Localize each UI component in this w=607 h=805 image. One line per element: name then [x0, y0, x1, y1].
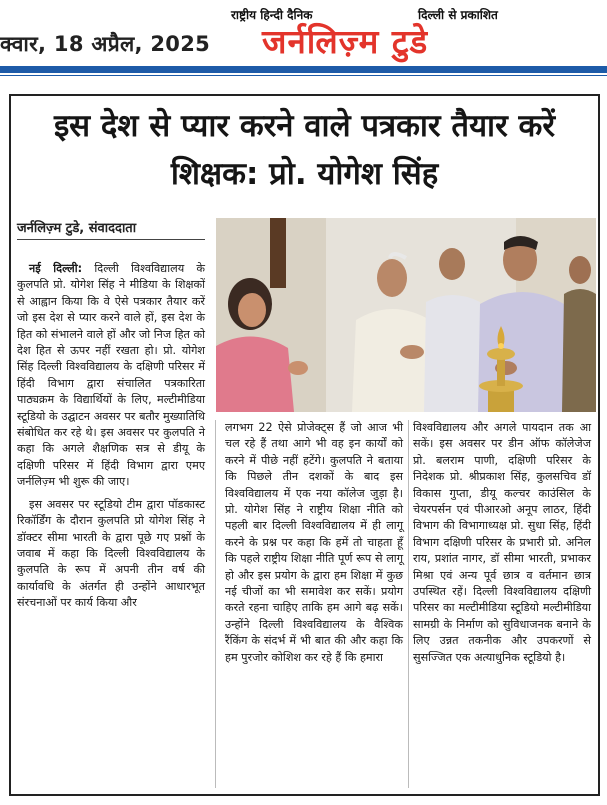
masthead-city: दिल्ली से प्रकाशित	[418, 8, 498, 22]
masthead-tagline: राष्ट्रीय हिन्दी दैनिक	[231, 8, 313, 22]
column-divider	[408, 420, 409, 788]
issue-date: क्वार, 18 अप्रैल, 2025	[0, 32, 211, 56]
lamp-lighting-ceremony-photo	[216, 218, 596, 412]
dateline: नई दिल्ली:	[29, 262, 83, 275]
article-column-1	[17, 261, 205, 612]
article-headline: इस देश से प्यार करने वाले पत्रकार तैयार करें शिक्षक: प्रो. योगेश सिंह	[53, 108, 556, 192]
article-column-2	[225, 420, 403, 666]
newspaper-logo: जर्नलिज़्म टुडे	[262, 22, 429, 61]
masthead-thin-rule	[0, 75, 607, 76]
paragraph-1	[17, 261, 205, 491]
article-column-3	[413, 420, 591, 666]
paragraph-2: इस अवसर पर स्टूडियो टीम द्वारा पॉडकास्ट रिकॉर्डिंग के दौरान कुलपति प्रो योगेश सिंह ने डॉक्टर सीमा भारती के द्वारा पूछे गए प्रश्नों के जवाब में कहा कि दिल्ली विश्वविद्यालय के कुलपति के रूप में अपनी तीन वर्ष की कार्यावधि के अंतर्गत ही उन्होंने आधारभूत संरचनाओं पर कार्य किया और	[17, 497, 205, 610]
masthead-rule	[0, 66, 607, 73]
article-byline: जर्नलिज़्म टुडे, संवाददाता	[17, 221, 137, 236]
photo-illustration	[216, 218, 596, 412]
masthead	[0, 0, 607, 66]
paragraph-4: विश्वविद्यालय और अगले पायदान तक आ सकें। इस अवसर पर डीन ऑफ कॉलेजेज प्रो. बलराम पाणी, दक्षिणी परिसर के निदेशक प्रो. श्रीप्रकाश सिंह, कुलसचिव डॉ विकास गुप्ता, डीयू कल्चर काउंसिल के चेयरपर्सन एवं पीआरओ अनूप लाठर, हिंदी विभाग की विभागाध्यक्ष प्रो. सुधा सिंह, हिंदी विभाग दक्षिणी परिसर के प्रभारी प्रो. अनिल राय, प्रशांत नागर, डॉ सीमा भारती, प्रभाकर मिश्रा एवं अन्य पूर्व छात्र व वर्तमान छात्र उपस्थित रहें। दिल्ली विश्वविद्यालय दक्षिणी परिसर का मल्टीमीडिया स्टूडियो मल्टीमीडिया सामग्री के निर्माण को सुविधाजनक बनाने के लिए उन्नत तकनीक और उपकरणों से सुसज्जित एक अत्याधुनिक स्टूडियो है।	[413, 421, 591, 664]
paragraph-3: लगभग 22 ऐसे प्रोजेक्ट्स हैं जो आज भी चल रहे हैं तथा आगे भी वह इन कार्यों को करने में पीछे नहीं हटेंगे। कुलपति ने बताया कि पिछले तीन दशकों के बाद इस विश्वविद्यालय में एक नया कॉलेज जुड़ा है। प्रो. योगेश सिंह ने राष्ट्रीय शिक्षा नीति को पहली बार दिल्ली विश्वविद्यालय में ही लागू करने के प्रश्न पर कहा कि हमें तो चाहता हूँ कि पहले राष्ट्रीय शिक्षा नीति पूर्ण रूप से लागू हो और इस प्रयोग के द्वारा हम शिक्षा में कुछ नई चीजों का भी समावेश कर सकें। प्रयोग करते रहना चाहिए ताकि हम आगे बढ़ सकें। उन्होंने दिल्ली विश्वविद्यालय के वैश्विक रैंकिंग के संदर्भ में भी बात की और कहा कि हम पुरजोर कोशिश कर रहे हैं कि हमारा	[225, 421, 403, 664]
column-divider	[215, 420, 216, 788]
news-article	[9, 94, 600, 796]
byline-divider	[17, 239, 205, 240]
paragraph-1-text: दिल्ली विश्वविद्यालय के कुलपति प्रो. योगेश सिंह ने मीडिया के शिक्षकों से आह्वान किया कि वे ऐसे पत्रकार तैयार करें जो इस देश से प्यार करने वाले हों, इस देश के हित को संभालने वाले हों और जो निज हित को देश हित से ऊपर नहीं रखता हो। प्रो. योगेश सिंह दिल्ली विश्वविद्यालय के दक्षिणी परिसर में हिंदी विभाग द्वारा संचालित पत्रकारिता पाठ्यक्रम के विद्यार्थियों के लिए, मल्टीमीडिया स्टूडियो के उद्घाटन अवसर पर बतौर मुख्यातिथि संबोधित कर रहे थे। इस अवसर पर कुलपति ने कहा कि अगले शैक्षणिक सत्र से डीयू के दक्षिणी परिसर में हिंदी विभाग द्वारा एमए जर्नलिज़्म भी शुरू की जाए।	[17, 262, 206, 489]
